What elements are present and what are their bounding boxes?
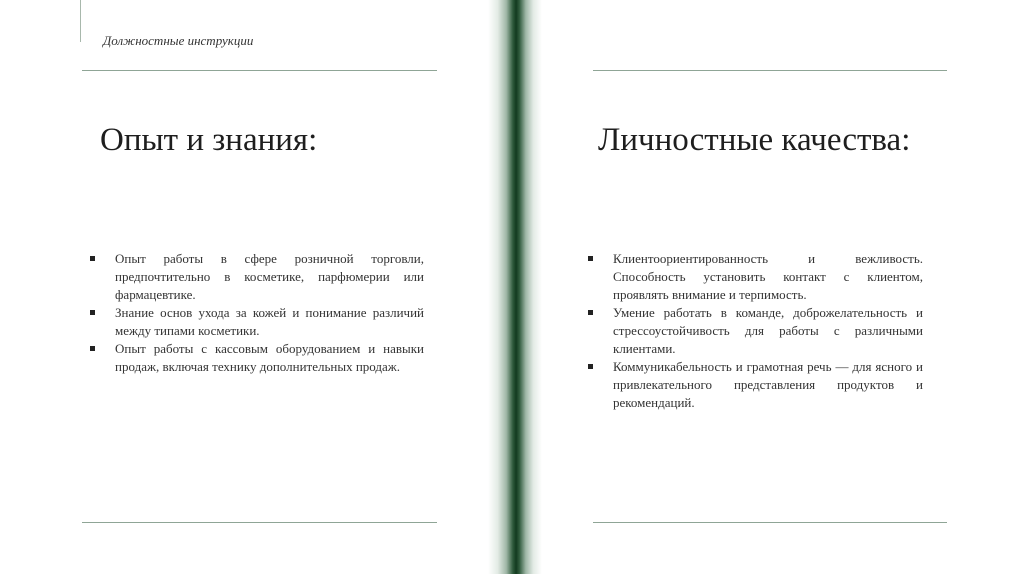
list-item bbox=[90, 304, 424, 340]
square-bullet-icon bbox=[588, 364, 593, 369]
left-column-title: Опыт и знания: bbox=[100, 122, 318, 158]
bottom-left-divider bbox=[82, 522, 437, 523]
list-item bbox=[588, 304, 923, 358]
square-bullet-icon bbox=[588, 310, 593, 315]
list-item bbox=[90, 340, 424, 376]
list-item-text: Знание основ ухода за кожей и понимание различий между типами косметики. bbox=[115, 305, 424, 338]
list-item bbox=[588, 358, 923, 412]
square-bullet-icon bbox=[90, 346, 95, 351]
list-item-text: Коммуникабельность и грамотная речь — для ясного и привлекательного представления продуктов и рекомендаций. bbox=[613, 359, 923, 410]
square-bullet-icon bbox=[588, 256, 593, 261]
list-item-text: Опыт работы в сфере розничной торговли, предпочтительно в косметике, парфюмерии или фармацевтике. bbox=[115, 251, 424, 302]
square-bullet-icon bbox=[90, 256, 95, 261]
right-bullet-list bbox=[588, 250, 923, 412]
list-item-text: Опыт работы с кассовым оборудованием и навыки продаж, включая технику дополнительных продаж. bbox=[115, 341, 424, 374]
center-spine-divider bbox=[488, 0, 542, 574]
top-right-divider bbox=[593, 70, 947, 71]
list-item bbox=[588, 250, 923, 304]
left-bullet-list bbox=[90, 250, 424, 376]
slide-header: Должностные инструкции bbox=[103, 33, 254, 48]
list-item bbox=[90, 250, 424, 304]
right-column-title: Личностные качества: bbox=[598, 122, 911, 158]
list-item-text: Умение работать в команде, доброжелательность и стрессоустойчивость для работы с различными клиентами. bbox=[613, 305, 923, 356]
top-left-divider bbox=[82, 70, 437, 71]
square-bullet-icon bbox=[90, 310, 95, 315]
bottom-right-divider bbox=[593, 522, 947, 523]
corner-tick-line bbox=[80, 0, 81, 42]
list-item-text: Клиентоориентированность и вежливость. Способность установить контакт с клиентом, проявлять внимание и терпимость. bbox=[613, 251, 923, 302]
